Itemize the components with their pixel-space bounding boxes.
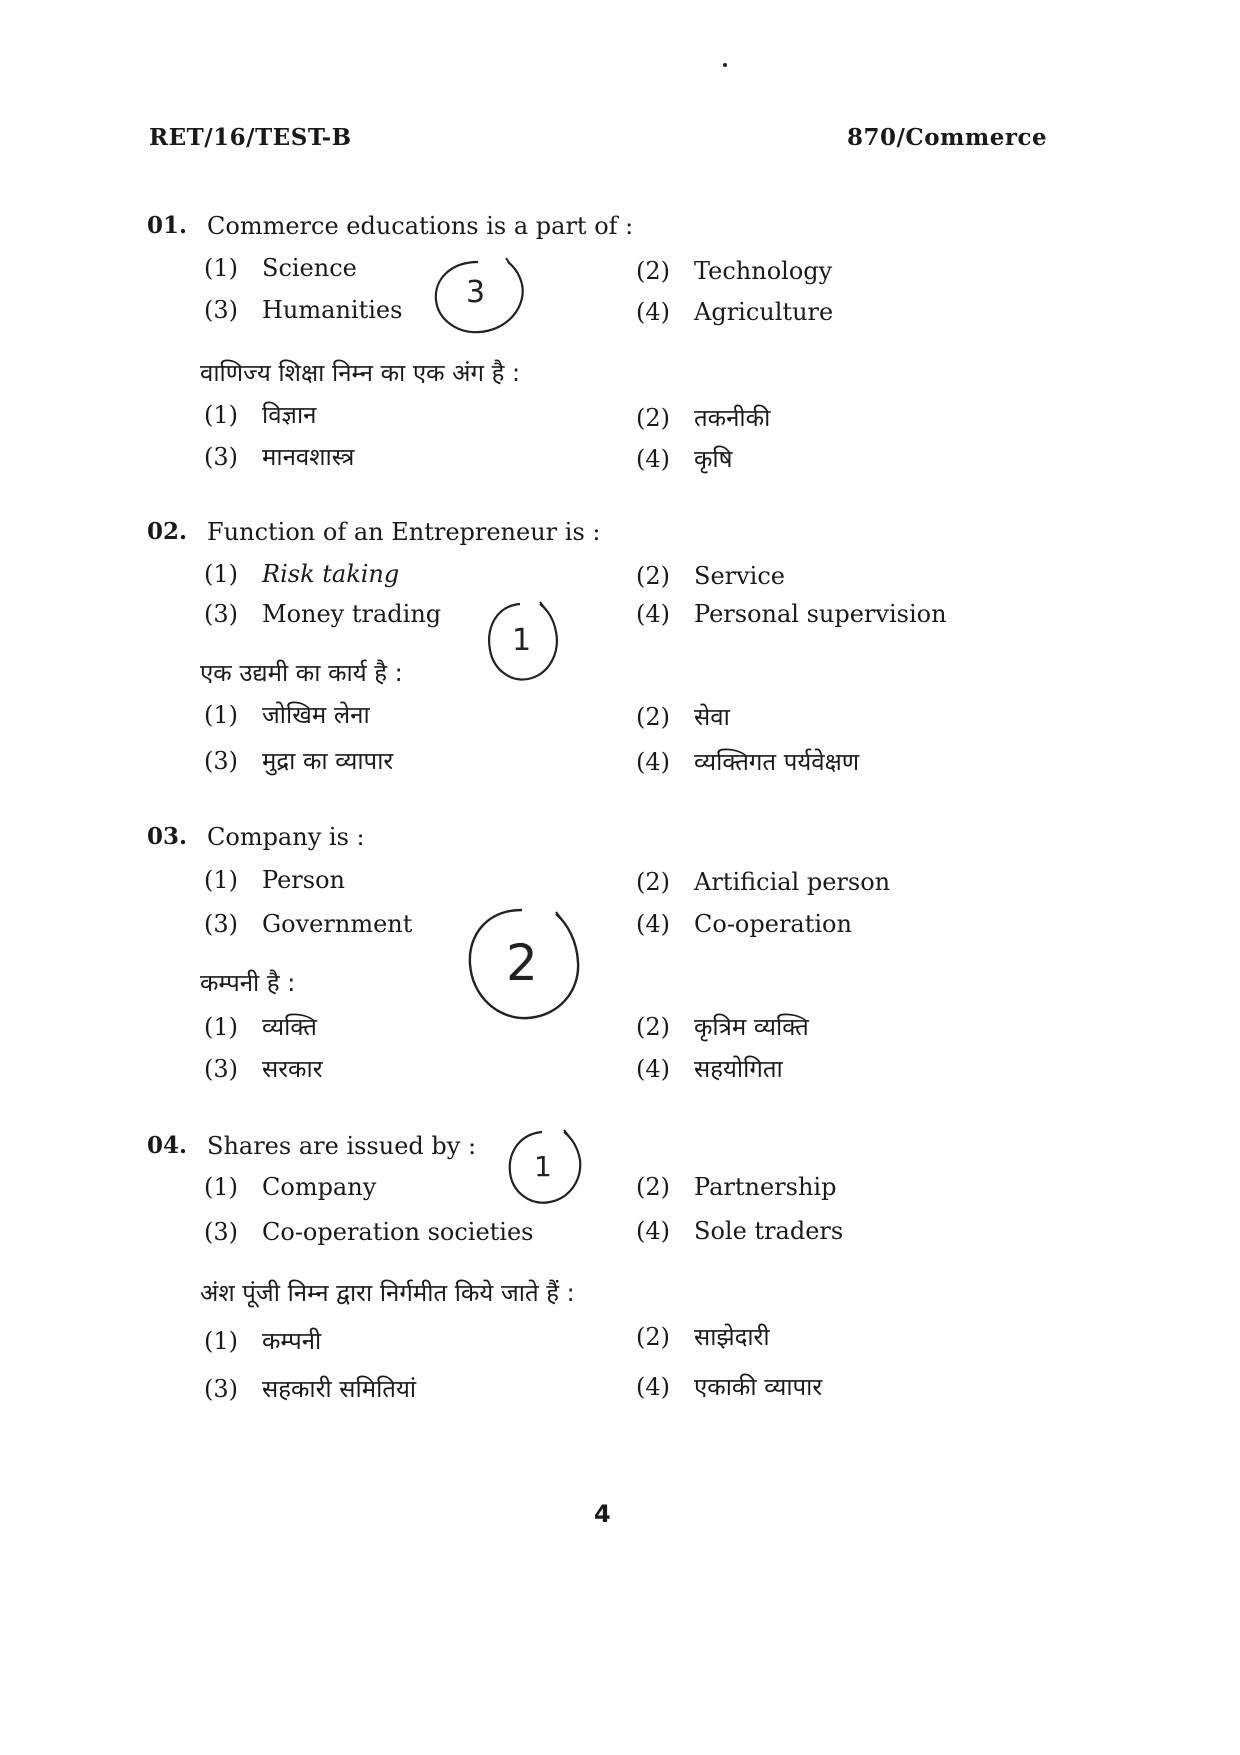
marked-answer-digit: 2 — [506, 934, 538, 992]
option-2-en: (2) Technology — [636, 257, 833, 285]
option-3-hi: (3) मुद्रा का व्यापार — [204, 747, 394, 775]
question-text-hi: वाणिज्य शिक्षा निम्न का एक अंग है : — [200, 359, 521, 387]
option-1-hi: (1) विज्ञान — [204, 401, 317, 429]
question-number: 01. — [147, 212, 188, 239]
page-number: 4 — [594, 1500, 611, 1528]
option-3-en: (3) Money trading — [204, 600, 442, 628]
marked-answer-digit: 3 — [466, 275, 486, 310]
option-4-hi: (4) एकाकी व्यापार — [636, 1373, 823, 1401]
option-3-hi: (3) सरकार — [204, 1055, 323, 1083]
paper-code: RET/16/TEST-B — [149, 124, 352, 151]
marked-answer-digit: 1 — [512, 623, 532, 658]
question-number: 02. — [147, 518, 188, 545]
option-4-hi: (4) सहयोगिता — [636, 1055, 783, 1083]
option-1-en: (1) Company — [204, 1173, 377, 1201]
option-1-en: (1) Person — [204, 866, 345, 894]
question-text-en: Commerce educations is a part of : — [207, 212, 634, 240]
option-4-en: (4) Co-operation — [636, 910, 852, 938]
option-2-en: (2) Artificial person — [636, 868, 891, 896]
option-4-en: (4) Personal supervision — [636, 600, 947, 628]
option-3-en: (3) Government — [204, 910, 413, 938]
question-number: 03. — [147, 823, 188, 850]
question-text-en: Function of an Entrepreneur is : — [207, 518, 601, 546]
option-1-hi: (1) कम्पनी — [204, 1327, 322, 1355]
option-4-en: (4) Agriculture — [636, 298, 834, 326]
option-4-en: (4) Sole traders — [636, 1217, 844, 1245]
handwritten-answer-mark — [462, 904, 590, 1028]
option-3-en: (3) Humanities — [204, 296, 403, 324]
option-3-hi: (3) सहकारी समितियां — [204, 1375, 417, 1403]
subject-code: 870/Commerce — [847, 124, 1048, 151]
handwritten-answer-mark — [500, 1126, 590, 1212]
option-1-en: (1) Science — [204, 254, 357, 282]
question-text-hi: एक उद्यमी का कार्य है : — [200, 659, 403, 687]
option-2-hi: (2) कृत्रिम व्यक्ति — [636, 1013, 809, 1041]
option-1-en: (1) Risk taking — [204, 560, 400, 588]
option-1-hi: (1) व्यक्ति — [204, 1013, 317, 1041]
option-4-hi: (4) कृषि — [636, 445, 733, 473]
question-text-en: Company is : — [207, 823, 365, 851]
marked-answer-digit: 1 — [534, 1150, 552, 1183]
question-text-en: Shares are issued by : — [207, 1132, 477, 1160]
question-text-hi: अंश पूंजी निम्न द्वारा निर्गमीत किये जाते हैं : — [200, 1279, 575, 1307]
option-3-hi: (3) मानवशास्त्र — [204, 443, 355, 471]
option-2-en: (2) Partnership — [636, 1173, 837, 1201]
option-1-hi: (1) जोखिम लेना — [204, 701, 370, 729]
handwritten-answer-mark — [480, 598, 570, 690]
option-2-hi: (2) साझेदारी — [636, 1323, 770, 1351]
question-text-hi: कम्पनी है : — [200, 969, 296, 997]
handwritten-answer-mark — [428, 254, 538, 338]
option-2-en: (2) Service — [636, 562, 785, 590]
option-2-hi: (2) सेवा — [636, 703, 730, 731]
option-4-hi: (4) व्यक्तिगत पर्यवेक्षण — [636, 748, 860, 776]
question-number: 04. — [147, 1132, 188, 1159]
option-3-en: (3) Co-operation societies — [204, 1218, 534, 1246]
option-2-hi: (2) तकनीकी — [636, 404, 771, 432]
scan-speck — [723, 63, 727, 67]
